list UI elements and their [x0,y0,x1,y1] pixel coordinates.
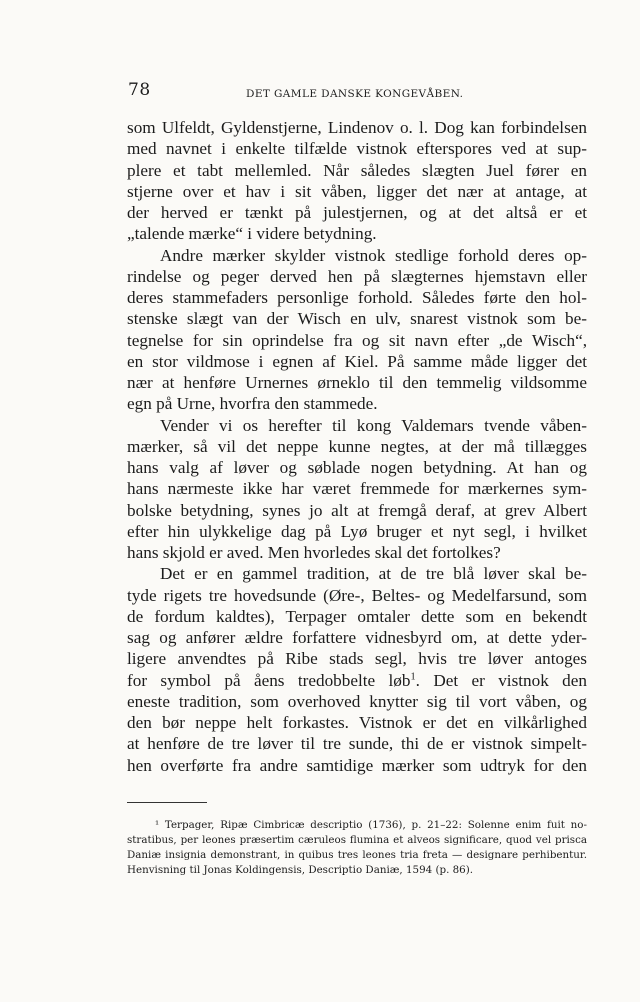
text-line: efter hin ulykkelige dag på Lyø bruger et nyt segl, i hvilket [127,521,587,541]
footnote-marker: 1 [410,670,416,682]
text-line: ligere anvendtes på Ribe stads segl, hvis tre løver antoges [127,649,587,669]
footnote-divider [127,802,207,803]
text-line: nær at henføre Urnernes ørneklo til den temmelig vildsomme [127,373,587,392]
text-line: en stor vildmose i egnen af Kiel. På samme måde ligger det [127,351,587,371]
text-line: egn på Urne, hvorfra den stammede. [127,394,378,414]
paragraph-start-line: Det er en gammel tradition, at de tre blå løver skal be- [160,564,587,584]
text-line: hen overførte fra andre samtidige mærker som udtryk for den [127,755,587,775]
text-line: tegnelse for sin oprindelse fra og sit navn efter „de Wisch“, [127,330,587,350]
footnote-line: Henvisning til Jonas Koldingensis, Descriptio Daniæ, 1594 (p. 86). [127,864,474,876]
text-line: at henføre de tre løver til tre sunde, thi de er vistnok simpelt- [127,734,587,754]
text-line-with-footnote [127,670,587,691]
text-line: bolske betydning, synes jo alt at fremgå deraf, at grev Albert [127,500,587,520]
text-line: den bør neppe helt forkastes. Vistnok er det en vilkårlighed [127,713,587,732]
footnotes [127,818,587,878]
text-line: „talende mærke“ i videre betydning. [127,224,377,244]
text-line: sag og anfører ældre forfattere vidnesbyrd om, at dette yder- [127,628,587,647]
text-line: de fordum kaldtes), Terpager omtaler dette som en bekendt [127,606,587,626]
text-line: hans valg af løver og søblade nogen betydning. At han og [127,458,587,477]
text-line: deres stammefaders personlige forhold. Således førte den hol- [127,288,587,307]
text-line: plere et tabt mellemled. Når således slægten Juel fører en [127,160,587,180]
text-line: stenske slægt van der Wisch en ulv, snarest vistnok som be- [127,309,587,329]
page-number: 78 [128,80,151,100]
text-line: med navnet i enkelte tilfælde vistnok efterspores ved at sup- [127,139,587,159]
text-line: der herved er tænkt på julestjernen, og at det altså er et [127,203,587,222]
text-line: eneste tradition, som overhoved knytter sig til vort våben, og [127,691,587,711]
footnote-line: ¹ Terpager, Ripæ Cimbricæ descriptio (1736), p. 21–22: Solenne enim fuit no- [155,819,587,831]
paragraph-start-line: Andre mærker skylder vistnok stedlige forhold deres op- [160,245,587,265]
text-segment: . Det er vistnok den [415,670,587,690]
paragraph-start-line: Vender vi os herefter til kong Valdemars tvende våben- [160,415,587,435]
text-line: hans nærmeste ikke har været fremmede for mærkernes sym- [127,479,587,499]
text-line: mærker, så vil det neppe kunne negtes, at der må tillægges [127,436,587,456]
text-line: hans skjold er aved. Men hvorledes skal det fortolkes? [127,543,501,562]
text-line: stjerne over et hav i sit våben, ligger det nær at antage, at [127,181,587,201]
text-line: tyde rigets tre hovedsunde (Øre-, Beltes- og Medelfarsund, som [127,585,587,605]
footnote-line: Daniæ insignia demonstrant, in quibus tres leones tria freta — designare perhibentur. [127,849,587,861]
running-title: DET GAMLE DANSKE KONGEVÅBEN. [246,88,464,100]
text-segment: for symbol på åens tredobbelte løb [127,670,411,690]
text-line: som Ulfeldt, Gyldenstjerne, Lindenov o. l. Dog kan forbindelsen [127,118,587,137]
text-line: rindelse og peger derved hen på slægternes hjemstavn eller [127,266,587,286]
body-text [127,117,587,776]
footnote-line: stratibus, per leones præsertim cæruleos flumina et alveos significare, quod vel prisca [127,834,587,846]
